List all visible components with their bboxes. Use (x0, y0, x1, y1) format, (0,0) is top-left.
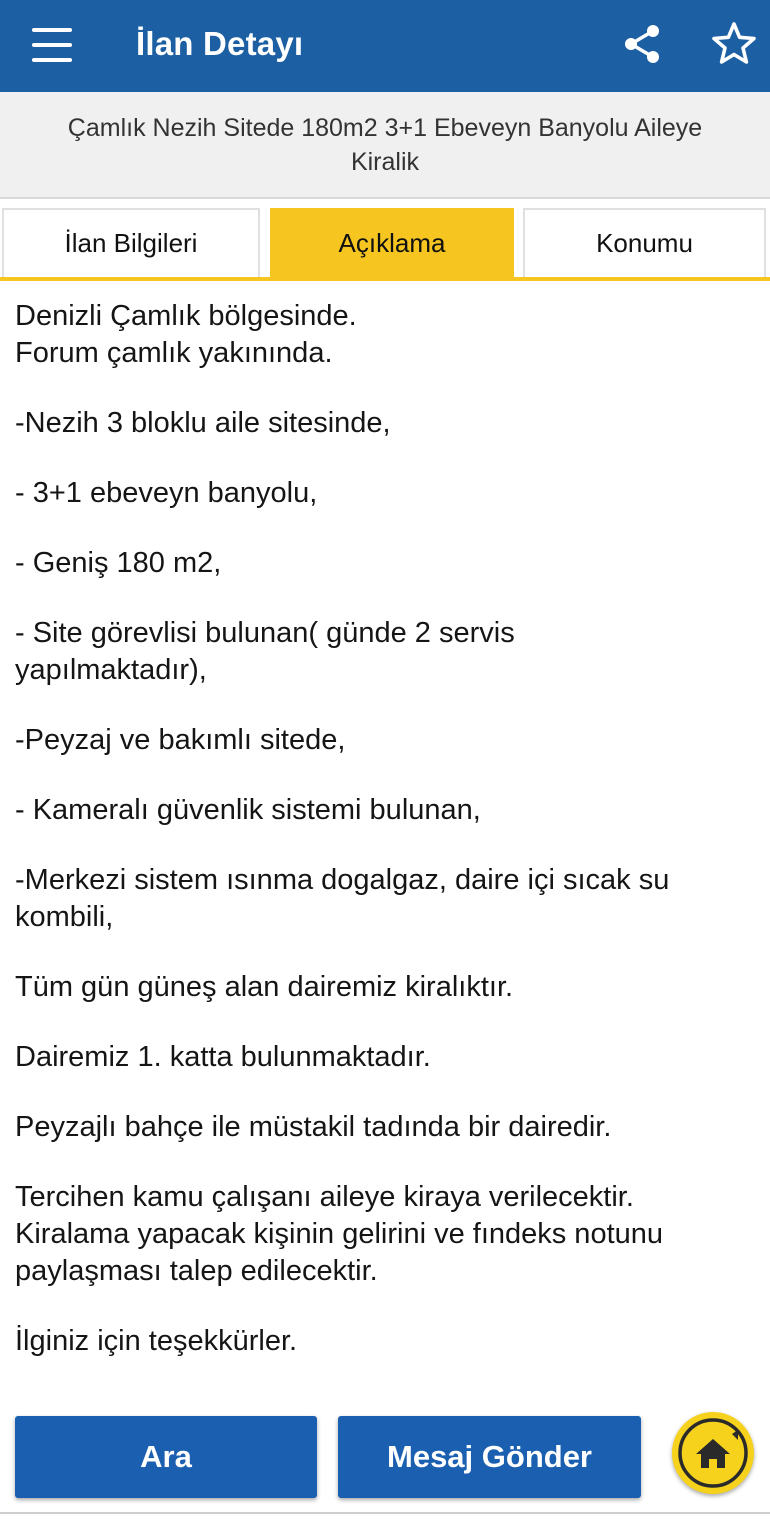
description-paragraph: Dairemiz 1. katta bulunmaktadır. (15, 1041, 431, 1073)
description-paragraph: -Merkezi sistem ısınma dogalgaz, daire içi sıcak su kombili, (15, 864, 670, 933)
home-button[interactable] (672, 1412, 754, 1494)
call-button[interactable]: Ara (15, 1416, 317, 1498)
star-outline-icon[interactable] (710, 20, 758, 68)
share-icon[interactable] (620, 22, 664, 66)
description-paragraph: Peyzajlı bahçe ile müstakil tadında bir dairedir. (15, 1111, 612, 1143)
listing-title-bar (0, 92, 770, 199)
description-paragraph: -Peyzaj ve bakımlı sitede, (15, 724, 346, 756)
send-message-button[interactable]: Mesaj Gönder (338, 1416, 641, 1498)
description-paragraph: Tercihen kamu çalışanı aileye kiraya verilecektir. Kiralama yapacak kişinin gelirini ve fındeks notunu paylaşması talep edilecektir. (15, 1181, 664, 1287)
tab-konumu[interactable]: Konumu (523, 208, 766, 277)
description-paragraph: - Site görevlisi bulunan( günde 2 servis yapılmaktadır), (15, 617, 515, 686)
hamburger-menu-icon[interactable] (32, 28, 72, 62)
description-paragraph: - Kameralı güvenlik sistemi bulunan, (15, 794, 481, 826)
tab-ilan-bilgileri[interactable]: İlan Bilgileri (2, 208, 260, 277)
description-paragraph: Tüm gün güneş alan dairemiz kiralıktır. (15, 971, 514, 1003)
app-bar (0, 0, 770, 92)
listing-title: Çamlık Nezih Sitede 180m2 3+1 Ebeveyn Banyolu Aileye Kiralik (67, 113, 703, 176)
page-title: İlan Detayı (136, 25, 304, 62)
description-paragraph: İlginiz için teşekkürler. (15, 1325, 298, 1357)
description-paragraph: -Nezih 3 bloklu aile sitesinde, (15, 407, 391, 439)
tab-aciklama[interactable]: Açıklama (270, 208, 514, 277)
description-paragraph: - Geniş 180 m2, (15, 547, 222, 579)
divider (0, 1512, 770, 1514)
description-text (15, 298, 765, 1393)
description-paragraph: Denizli Çamlık bölgesinde. Forum çamlık yakınında. (15, 300, 357, 369)
tab-bar (0, 203, 770, 281)
description-paragraph: - 3+1 ebeveyn banyolu, (15, 477, 318, 509)
home-icon (672, 1412, 754, 1494)
